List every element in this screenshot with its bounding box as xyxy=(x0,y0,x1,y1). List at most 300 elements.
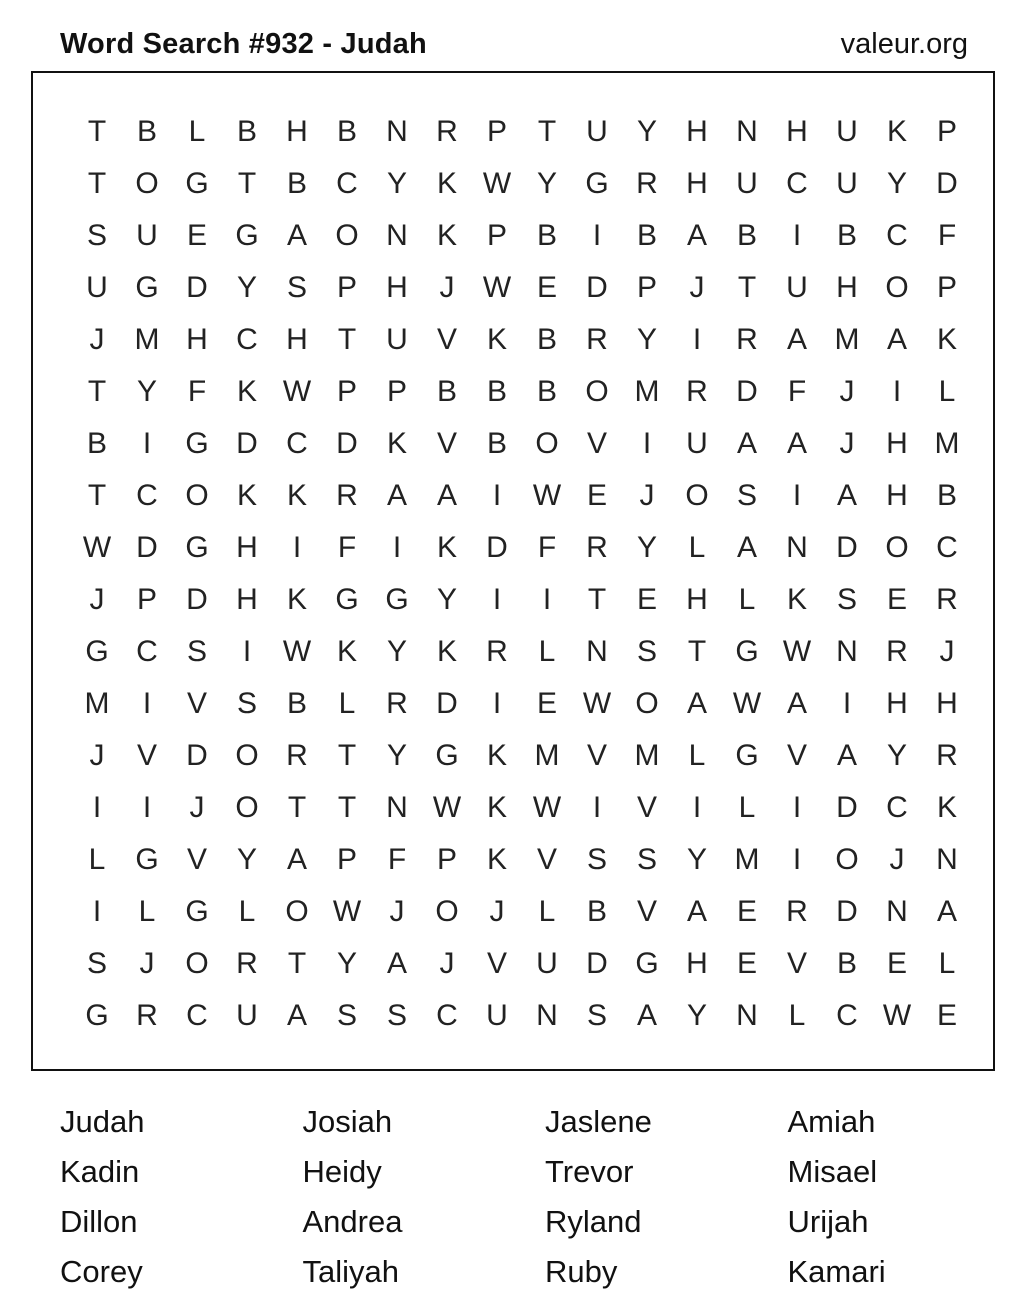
grid-letter: M xyxy=(534,739,560,772)
grid-letter: M xyxy=(934,427,960,460)
grid-letter: A xyxy=(286,843,307,876)
grid-letter: G xyxy=(235,219,259,252)
grid-letter: P xyxy=(486,219,507,252)
grid-letter: T xyxy=(587,583,607,616)
grid-letter: B xyxy=(536,323,557,356)
word-list-item: Dillon xyxy=(60,1204,138,1239)
grid-letter: D xyxy=(486,531,508,564)
grid-letter: I xyxy=(792,843,802,876)
word-list-item: Kadin xyxy=(60,1154,140,1189)
grid-letter: J xyxy=(389,895,405,928)
grid-letter: N xyxy=(586,635,608,668)
grid-letter: L xyxy=(138,895,156,928)
grid-letter: B xyxy=(736,219,757,252)
grid-letter: F xyxy=(787,375,807,408)
grid-letter: D xyxy=(736,375,758,408)
grid-letter: J xyxy=(439,947,455,980)
grid-letter: G xyxy=(185,895,209,928)
grid-letter: P xyxy=(386,375,407,408)
site-name: valeur.org xyxy=(840,28,968,60)
word-list-item: Judah xyxy=(60,1104,145,1139)
grid-letter: P xyxy=(636,271,657,304)
grid-letter: K xyxy=(436,635,457,668)
grid-letter: F xyxy=(937,219,957,252)
grid-letter: S xyxy=(86,947,107,980)
grid-letter: P xyxy=(936,115,957,148)
grid-letter: I xyxy=(642,427,652,460)
grid-letter: D xyxy=(836,791,858,824)
grid-letter: D xyxy=(836,895,858,928)
grid-letter: K xyxy=(486,791,507,824)
grid-letter: W xyxy=(532,791,562,824)
grid-letter: R xyxy=(636,167,658,200)
word-list-item: Amiah xyxy=(787,1104,876,1139)
grid-letter: I xyxy=(692,791,702,824)
grid-letter: T xyxy=(737,271,757,304)
grid-letter: D xyxy=(186,583,208,616)
word-list-item: Ryland xyxy=(545,1204,642,1239)
grid-letter: K xyxy=(286,583,307,616)
grid-letter: H xyxy=(936,687,958,720)
grid-letter: R xyxy=(136,999,158,1032)
grid-letter: G xyxy=(185,531,209,564)
grid-letter: L xyxy=(738,791,756,824)
grid-letter: J xyxy=(489,895,505,928)
grid-letter: L xyxy=(788,999,806,1032)
grid-letter: T xyxy=(337,791,357,824)
grid-letter: F xyxy=(387,843,407,876)
grid-letter: I xyxy=(692,323,702,356)
grid-letter: G xyxy=(85,999,109,1032)
grid-letter: M xyxy=(734,843,760,876)
grid-letter: T xyxy=(87,375,107,408)
grid-letter: I xyxy=(492,583,502,616)
grid-letter: T xyxy=(337,739,357,772)
grid-letter: V xyxy=(586,427,607,460)
grid-letter: O xyxy=(235,791,259,824)
grid-letter: C xyxy=(836,999,858,1032)
grid-letter: L xyxy=(88,843,106,876)
grid-letter: U xyxy=(136,219,158,252)
grid-letter: O xyxy=(185,947,209,980)
page-header xyxy=(60,28,970,68)
grid-letter: L xyxy=(338,687,356,720)
grid-letter: V xyxy=(786,947,807,980)
grid-letter: H xyxy=(386,271,408,304)
grid-letter: U xyxy=(236,999,258,1032)
grid-letter: V xyxy=(436,323,457,356)
grid-letter: K xyxy=(436,219,457,252)
grid-letter: B xyxy=(536,219,557,252)
grid-letter: C xyxy=(336,167,358,200)
grid-letter: B xyxy=(836,947,857,980)
grid-letter: I xyxy=(142,791,152,824)
grid-letter: I xyxy=(592,791,602,824)
grid-letter: U xyxy=(586,115,608,148)
grid-letter: S xyxy=(586,999,607,1032)
grid-letter: K xyxy=(436,167,457,200)
grid-letter: B xyxy=(636,219,657,252)
grid-letter: O xyxy=(285,895,309,928)
grid-letter: W xyxy=(882,999,912,1032)
grid-letter: O xyxy=(885,271,909,304)
grid-letter: V xyxy=(186,687,207,720)
grid-letter: F xyxy=(187,375,207,408)
grid-letter: T xyxy=(687,635,707,668)
grid-letter: B xyxy=(286,687,307,720)
grid-letter: C xyxy=(936,531,958,564)
grid-letter: C xyxy=(286,427,308,460)
grid-letter: C xyxy=(886,791,908,824)
puzzle-title: Word Search #932 - Judah xyxy=(60,28,427,60)
grid-letter: R xyxy=(936,583,958,616)
grid-letter: R xyxy=(336,479,358,512)
grid-letter: K xyxy=(936,323,957,356)
grid-letter: I xyxy=(142,687,152,720)
grid-letter: D xyxy=(936,167,958,200)
grid-letter: H xyxy=(786,115,808,148)
grid-letter: N xyxy=(936,843,958,876)
grid-letter: P xyxy=(436,843,457,876)
grid-letter: J xyxy=(139,947,155,980)
grid-letter: R xyxy=(486,635,508,668)
grid-letter: Y xyxy=(136,375,157,408)
grid-letter: K xyxy=(886,115,907,148)
grid-letter: D xyxy=(186,271,208,304)
grid-letter: A xyxy=(736,427,757,460)
grid-letter: I xyxy=(792,479,802,512)
grid-letter: R xyxy=(586,531,608,564)
grid-letter: M xyxy=(84,687,110,720)
grid-letter: A xyxy=(936,895,957,928)
grid-letter: K xyxy=(436,531,457,564)
grid-letter: Y xyxy=(886,167,907,200)
grid-letter: R xyxy=(886,635,908,668)
grid-letter: S xyxy=(636,635,657,668)
grid-letter: A xyxy=(886,323,907,356)
grid-letter: D xyxy=(336,427,358,460)
grid-letter: N xyxy=(386,115,408,148)
grid-letter: G xyxy=(735,635,759,668)
grid-letter: C xyxy=(786,167,808,200)
grid-letter: D xyxy=(236,427,258,460)
grid-letter: I xyxy=(492,687,502,720)
grid-letter: E xyxy=(936,999,957,1032)
grid-letter: A xyxy=(636,999,657,1032)
word-list-item: Taliyah xyxy=(302,1254,399,1289)
grid-letter: L xyxy=(938,947,956,980)
grid-letter: I xyxy=(142,427,152,460)
grid-letter: I xyxy=(792,219,802,252)
grid-letter: R xyxy=(436,115,458,148)
grid-letter: H xyxy=(836,271,858,304)
word-list-item: Urijah xyxy=(787,1204,869,1239)
grid-letter: A xyxy=(836,479,857,512)
grid-letter: O xyxy=(185,479,209,512)
grid-letter: P xyxy=(336,843,357,876)
grid-letter: U xyxy=(736,167,758,200)
grid-letter: N xyxy=(836,635,858,668)
grid-letter: H xyxy=(686,115,708,148)
grid-letter: L xyxy=(238,895,256,928)
grid-letter: P xyxy=(136,583,157,616)
grid-letter: S xyxy=(736,479,757,512)
grid-letter: V xyxy=(436,427,457,460)
grid-letter: N xyxy=(386,219,408,252)
grid-letter: W xyxy=(282,375,312,408)
word-list-item: Heidy xyxy=(302,1154,382,1189)
grid-letter: C xyxy=(236,323,258,356)
grid-letter: W xyxy=(82,531,112,564)
grid-letter: S xyxy=(386,999,407,1032)
grid-letter: U xyxy=(836,115,858,148)
grid-letter: U xyxy=(786,271,808,304)
grid-letter: E xyxy=(736,895,757,928)
grid-letter: W xyxy=(482,167,512,200)
grid-letter: Y xyxy=(886,739,907,772)
grid-letter: J xyxy=(639,479,655,512)
grid-letter: Y xyxy=(636,115,657,148)
grid-letter: A xyxy=(386,479,407,512)
grid-letter: N xyxy=(786,531,808,564)
grid-letter: H xyxy=(286,115,308,148)
word-list xyxy=(60,1097,1030,1297)
grid-letter: D xyxy=(586,947,608,980)
grid-letter: V xyxy=(186,843,207,876)
grid-letter: S xyxy=(836,583,857,616)
grid-letter: H xyxy=(886,427,908,460)
grid-letter: T xyxy=(87,115,107,148)
grid-letter: Y xyxy=(436,583,457,616)
grid-letter: W xyxy=(432,791,462,824)
grid-letter: H xyxy=(286,323,308,356)
word-list-item: Jaslene xyxy=(545,1104,652,1139)
grid-letter: M xyxy=(634,375,660,408)
grid-letter: R xyxy=(586,323,608,356)
word-list-item: Misael xyxy=(787,1154,878,1189)
grid-letter: D xyxy=(186,739,208,772)
grid-letter: G xyxy=(435,739,459,772)
grid-letter: L xyxy=(188,115,206,148)
grid-letter: B xyxy=(936,479,957,512)
grid-letter: Y xyxy=(236,843,257,876)
grid-letter: L xyxy=(688,531,706,564)
grid-letter: Y xyxy=(386,739,407,772)
grid-letter: T xyxy=(537,115,557,148)
grid-letter: I xyxy=(892,375,902,408)
grid-letter: C xyxy=(136,479,158,512)
grid-letter: B xyxy=(536,375,557,408)
grid-letter: T xyxy=(237,167,257,200)
grid-letter: N xyxy=(736,115,758,148)
grid-letter: M xyxy=(634,739,660,772)
grid-letter: R xyxy=(686,375,708,408)
grid-letter: G xyxy=(85,635,109,668)
grid-letter: I xyxy=(92,895,102,928)
grid-letter: P xyxy=(936,271,957,304)
grid-letter: Y xyxy=(386,635,407,668)
grid-letter: W xyxy=(332,895,362,928)
grid-letter: K xyxy=(236,375,257,408)
grid-letter: D xyxy=(436,687,458,720)
grid-letter: U xyxy=(686,427,708,460)
grid-letter: S xyxy=(286,271,307,304)
grid-letter: B xyxy=(486,375,507,408)
grid-letter: K xyxy=(486,843,507,876)
grid-letter: I xyxy=(392,531,402,564)
grid-letter: T xyxy=(337,323,357,356)
grid-letter: A xyxy=(736,531,757,564)
grid-letter: K xyxy=(936,791,957,824)
grid-letter: A xyxy=(786,427,807,460)
grid-letter: K xyxy=(286,479,307,512)
grid-letter: U xyxy=(536,947,558,980)
grid-letter: K xyxy=(236,479,257,512)
grid-letter: O xyxy=(835,843,859,876)
grid-letter: J xyxy=(89,323,105,356)
grid-letter: E xyxy=(536,687,557,720)
grid-letter: B xyxy=(436,375,457,408)
grid-letter: U xyxy=(386,323,408,356)
grid-letter: L xyxy=(938,375,956,408)
grid-letter: G xyxy=(585,167,609,200)
grid-letter: Y xyxy=(686,843,707,876)
grid-letter: F xyxy=(537,531,557,564)
grid-letter: R xyxy=(736,323,758,356)
word-list-item: Corey xyxy=(60,1254,143,1289)
grid-letter: F xyxy=(337,531,357,564)
grid-letter: A xyxy=(786,323,807,356)
grid-letter: D xyxy=(836,531,858,564)
grid-letter: L xyxy=(738,583,756,616)
grid-letter: R xyxy=(236,947,258,980)
grid-letter: D xyxy=(586,271,608,304)
grid-letter: G xyxy=(185,167,209,200)
grid-letter: V xyxy=(136,739,157,772)
grid-letter: C xyxy=(136,635,158,668)
grid-letter: N xyxy=(386,791,408,824)
grid-letter: W xyxy=(282,635,312,668)
grid-letter: S xyxy=(86,219,107,252)
grid-letter: O xyxy=(435,895,459,928)
grid-letter: H xyxy=(686,167,708,200)
grid-letter: E xyxy=(636,583,657,616)
grid-letter: M xyxy=(834,323,860,356)
grid-letter: V xyxy=(636,791,657,824)
grid-letter: W xyxy=(532,479,562,512)
grid-letter: T xyxy=(287,947,307,980)
grid-letter: Y xyxy=(386,167,407,200)
grid-letter: O xyxy=(585,375,609,408)
grid-letter: G xyxy=(135,271,159,304)
grid-letter: P xyxy=(336,271,357,304)
grid-letter: K xyxy=(786,583,807,616)
grid-letter: N xyxy=(536,999,558,1032)
grid-letter: A xyxy=(836,739,857,772)
grid-letter: C xyxy=(186,999,208,1032)
grid-letter: M xyxy=(134,323,160,356)
grid-letter: B xyxy=(486,427,507,460)
grid-letter: Y xyxy=(236,271,257,304)
letter-grid-frame xyxy=(31,71,995,1071)
grid-letter: B xyxy=(286,167,307,200)
grid-letter: G xyxy=(185,427,209,460)
grid-letter: I xyxy=(792,791,802,824)
grid-letter: V xyxy=(636,895,657,928)
grid-letter: N xyxy=(886,895,908,928)
grid-letter: J xyxy=(89,739,105,772)
grid-letter: E xyxy=(736,947,757,980)
grid-letter: A xyxy=(286,999,307,1032)
grid-letter: G xyxy=(335,583,359,616)
grid-letter: A xyxy=(686,895,707,928)
grid-letter: T xyxy=(287,791,307,824)
word-list-item: Trevor xyxy=(545,1154,634,1189)
grid-letter: Y xyxy=(636,323,657,356)
grid-letter: I xyxy=(92,791,102,824)
grid-letter: A xyxy=(436,479,457,512)
grid-letter: E xyxy=(586,479,607,512)
word-list-item: Ruby xyxy=(545,1254,618,1289)
grid-letter: I xyxy=(842,687,852,720)
grid-letter: A xyxy=(286,219,307,252)
grid-letter: B xyxy=(86,427,107,460)
grid-letter: R xyxy=(786,895,808,928)
grid-letter: B xyxy=(136,115,157,148)
grid-letter: K xyxy=(486,323,507,356)
grid-letter: G xyxy=(135,843,159,876)
grid-letter: R xyxy=(286,739,308,772)
grid-letter: W xyxy=(582,687,612,720)
grid-letter: H xyxy=(686,583,708,616)
grid-letter: V xyxy=(486,947,507,980)
grid-letter: G xyxy=(735,739,759,772)
grid-letter: B xyxy=(836,219,857,252)
grid-letter: D xyxy=(136,531,158,564)
grid-letter: J xyxy=(439,271,455,304)
grid-letter: N xyxy=(736,999,758,1032)
grid-letter: S xyxy=(236,687,257,720)
grid-letter: B xyxy=(236,115,257,148)
grid-letter: H xyxy=(236,583,258,616)
grid-letter: I xyxy=(542,583,552,616)
grid-letter: G xyxy=(635,947,659,980)
grid-letter: S xyxy=(336,999,357,1032)
grid-letter: E xyxy=(886,947,907,980)
grid-letter: S xyxy=(586,843,607,876)
grid-letter: E xyxy=(886,583,907,616)
grid-letter: O xyxy=(635,687,659,720)
grid-letter: J xyxy=(189,791,205,824)
grid-letter: Y xyxy=(336,947,357,980)
grid-letter: A xyxy=(386,947,407,980)
grid-letter: K xyxy=(486,739,507,772)
grid-letter: U xyxy=(86,271,108,304)
grid-letter: Y xyxy=(536,167,557,200)
grid-letter: S xyxy=(636,843,657,876)
grid-letter: H xyxy=(886,479,908,512)
grid-letter: K xyxy=(386,427,407,460)
grid-letter: A xyxy=(686,687,707,720)
grid-letter: T xyxy=(87,479,107,512)
grid-letter: J xyxy=(689,271,705,304)
grid-letter: U xyxy=(836,167,858,200)
grid-letter: H xyxy=(236,531,258,564)
grid-letter: G xyxy=(385,583,409,616)
grid-letter: A xyxy=(786,687,807,720)
grid-letter: I xyxy=(492,479,502,512)
grid-letter: H xyxy=(186,323,208,356)
